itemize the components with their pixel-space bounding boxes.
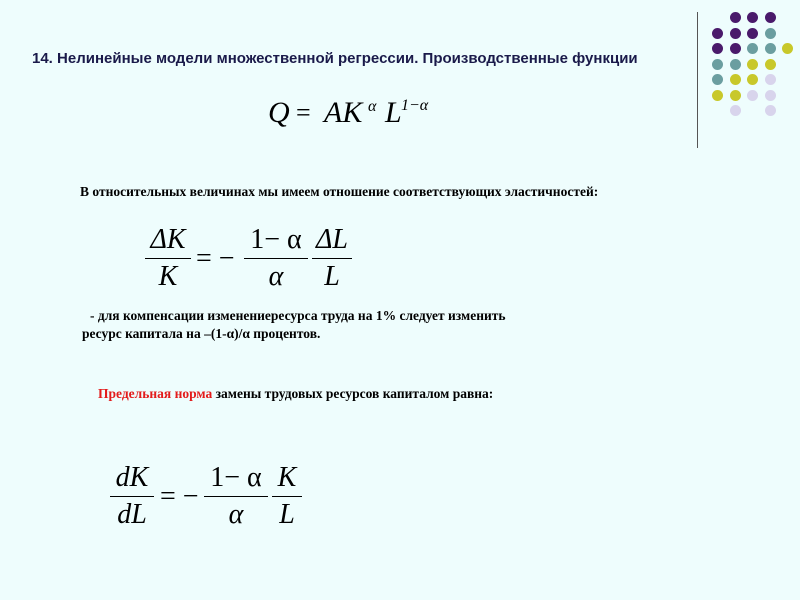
decor-dot <box>730 90 741 101</box>
decor-dot <box>712 28 723 39</box>
decor-dot <box>765 43 776 54</box>
paragraph-compensation-line2: ресурс капитала на –(1-α)/α процентов. <box>82 326 321 341</box>
formula2-fraction-dk-k <box>145 224 191 293</box>
paragraph-relative-values: В относительных величинах мы имеем отношение соответствующих эластичностей: <box>80 184 599 199</box>
formula3-fraction-k-l <box>272 462 302 531</box>
decor-dot <box>765 12 776 23</box>
formula2-numerator-one-minus-alpha: 1− α <box>250 224 302 255</box>
fraction-bar <box>110 496 154 497</box>
fraction-bar <box>272 496 302 497</box>
decor-dot <box>747 12 758 23</box>
decor-dot <box>730 74 741 85</box>
decor-dot <box>747 74 758 85</box>
formula2-numerator-dk: ΔK <box>150 224 186 255</box>
decor-dot <box>765 105 776 116</box>
formula2-equals-minus: = − <box>196 243 235 274</box>
decor-dot <box>730 12 741 23</box>
formula1-one-minus-alpha-exponent: 1−α <box>401 97 429 114</box>
paragraph-compensation-line1: - для компенсации изменениересурса труда на 1% следует изменить <box>90 308 506 323</box>
fraction-bar <box>145 258 191 259</box>
formula3-denominator-alpha: α <box>228 499 244 530</box>
decor-dot <box>712 74 723 85</box>
decor-dot <box>747 28 758 39</box>
decor-dot <box>712 59 723 70</box>
decor-dot <box>747 43 758 54</box>
formula2-numerator-dl: ΔL <box>315 224 348 255</box>
decor-dot <box>765 90 776 101</box>
decor-dot <box>730 59 741 70</box>
formula2-denominator-k: K <box>158 261 178 292</box>
formula2-fraction-one-minus-alpha <box>244 224 308 293</box>
fraction-bar <box>312 258 352 259</box>
formula3-equals-minus: = − <box>160 481 199 512</box>
formula1-q: Q <box>268 96 290 129</box>
formula2-denominator-alpha: α <box>268 261 284 292</box>
decor-dot <box>782 43 793 54</box>
decor-dot <box>765 28 776 39</box>
formula2-denominator-l: L <box>324 261 340 292</box>
decor-dot <box>747 90 758 101</box>
formula3-fraction-one-minus-alpha <box>204 462 268 531</box>
formula1-alpha-exponent: α <box>368 98 377 115</box>
fraction-bar <box>244 258 308 259</box>
decor-dot <box>730 105 741 116</box>
decor-dot <box>765 74 776 85</box>
formula3-fraction-dk-dl <box>110 462 154 531</box>
decor-dot <box>765 59 776 70</box>
decor-dot <box>730 28 741 39</box>
slide-title: 14. Нелинейные модели множественной регрессии. Производственные функции <box>32 50 638 67</box>
formula1-l: L <box>385 96 402 129</box>
marginal-rate-highlight: Предельная норма <box>98 386 213 401</box>
formula1-eq: = <box>296 98 311 127</box>
decor-dot <box>712 90 723 101</box>
decor-dot <box>730 43 741 54</box>
formula3-numerator-one-minus-alpha: 1− α <box>210 462 262 493</box>
fraction-bar <box>204 496 268 497</box>
marginal-rate-rest: замены трудовых ресурсов капиталом равна: <box>212 386 494 401</box>
formula3-denominator-l: L <box>279 499 295 530</box>
decor-dot <box>712 43 723 54</box>
formula3-numerator-k: K <box>277 462 297 493</box>
decor-dot <box>747 59 758 70</box>
formula2-fraction-dl-l <box>312 224 352 293</box>
formula3-numerator-dk: dK <box>115 462 149 493</box>
formula3-denominator-dl: dL <box>117 499 147 530</box>
formula1-ak: AK <box>324 96 363 129</box>
decor-divider-line <box>697 12 698 148</box>
paragraph-marginal-rate <box>98 384 618 404</box>
